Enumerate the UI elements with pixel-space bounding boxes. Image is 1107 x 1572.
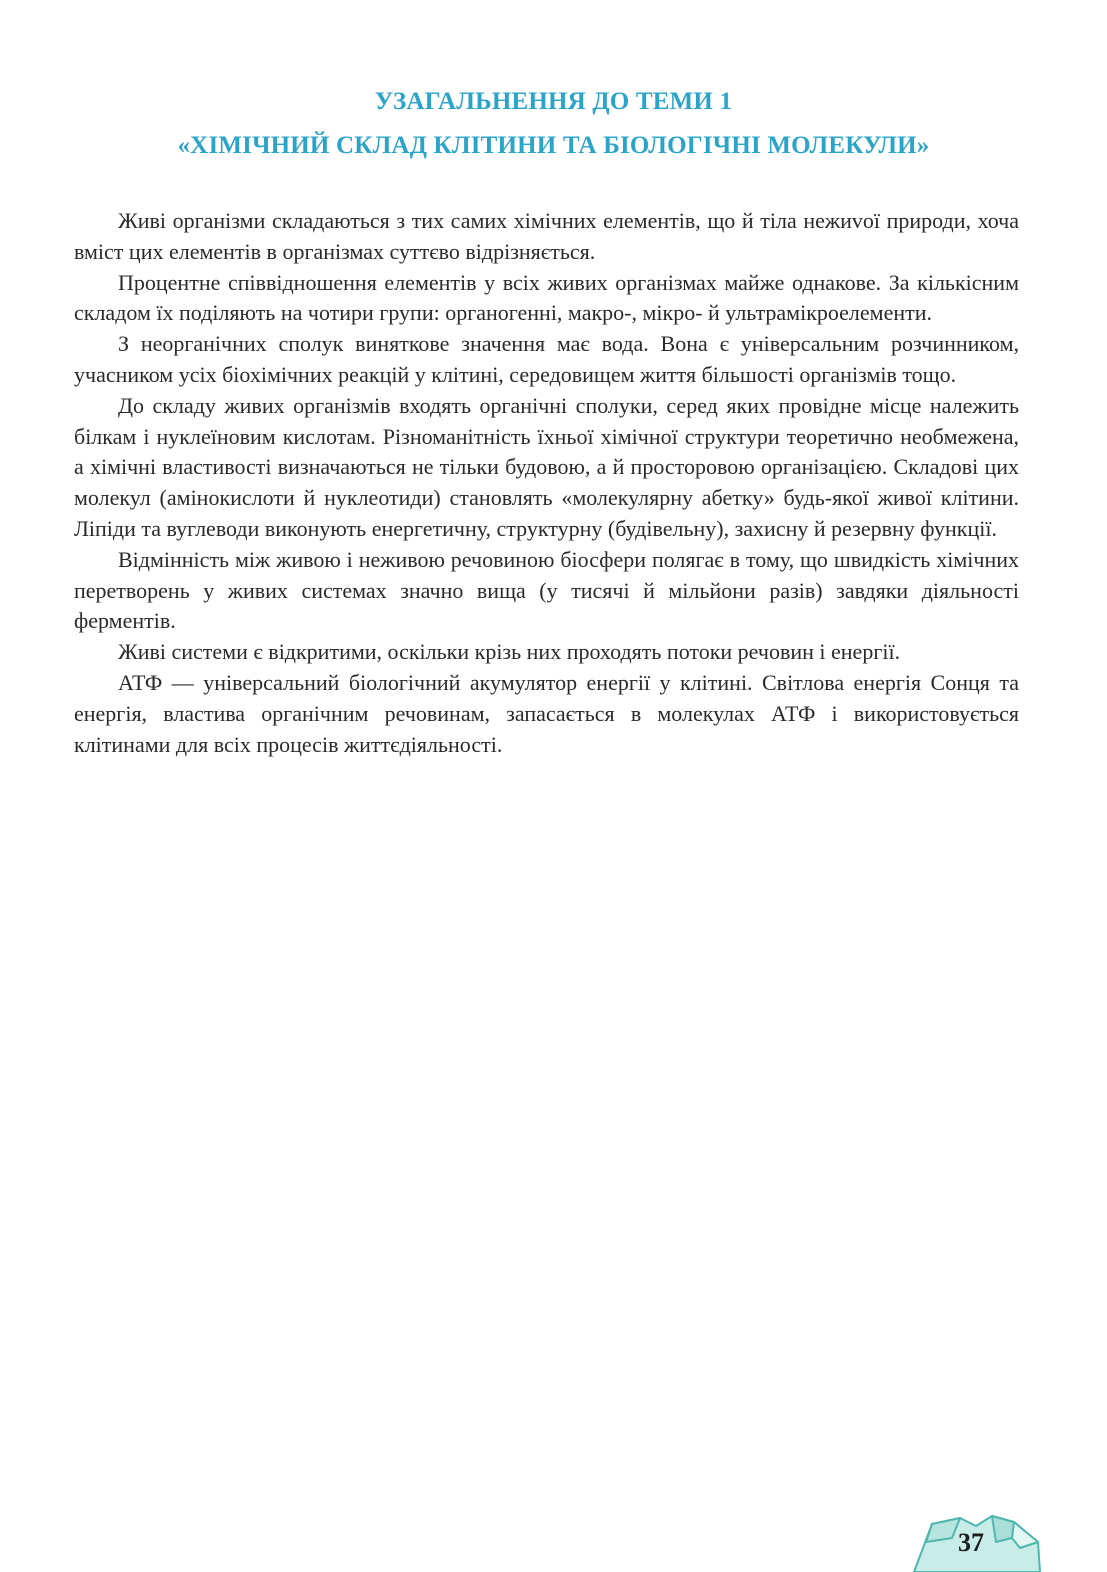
paragraph-2: Процентне співвідношення елементів у всіх живих організмах майже однакове. За кількісним складом їх поділяють на чотири групи: органогенні, макро-, мікро- й ультрамікроелементи. bbox=[74, 269, 1019, 326]
paragraph-4: До складу живих організмів входять органічні сполуки, серед яких провідне місце належить білкам і нуклеїновим кислотам. Різноманітність їхньої хімічної структури теоретично необмежена, а хімічні властивості визначаються не тільки будовою, а й просторовою організацією. Складові цих молекул (амінокислоти й нуклеотиди) становлять «молекулярну абетку» будь-якої живої клітини. Ліпіди та вуглеводи виконують енергетичну, структурну (будівельну), захисну й резервну функції. bbox=[74, 392, 1019, 541]
page-number: 37 bbox=[958, 1528, 984, 1557]
paragraph-7: АТФ — універсальний біологічний акумулятор енергії у клітині. Світлова енергія Сонця та енергія, властива органічним речовинам, запасається в молекулах АТФ і використовується клітинами для всіх процесів життєдіяльності. bbox=[74, 669, 1019, 757]
paragraph-6: Живі системи є відкритими, оскільки крізь них проходять потоки речовин і енергії. bbox=[118, 639, 901, 665]
summary-text bbox=[74, 206, 1019, 760]
paragraph-5: Відмінність між живою і неживою речовиною біосфери полягає в тому, що швидкість хімічних перетворень у живих системах значно вища (у тисячі й мільйони разів) завдяки діяльності ферментів. bbox=[74, 546, 1019, 634]
paragraph-1: Живі організми складаються з тих самих хімічних елементів, що й тіла нежиvої природи, хоча вміст цих елементів в організмах суттєво відрізняється. bbox=[74, 208, 1019, 264]
paragraph-3: З неорганічних сполук виняткове значення має вода. Вона є універсальним розчинником, учасником усіх біохімічних реакцій у клітині, середовищем життя більшості організмів тощо. bbox=[74, 331, 1019, 387]
heading-line-1: УЗАГАЛЬНЕННЯ ДО ТЕМИ 1 bbox=[374, 88, 733, 115]
heading-line-2: «ХІМІЧНИЙ СКЛАД КЛІТИНИ ТА БІОЛОГІЧНІ МОЛЕКУЛИ» bbox=[177, 132, 930, 159]
